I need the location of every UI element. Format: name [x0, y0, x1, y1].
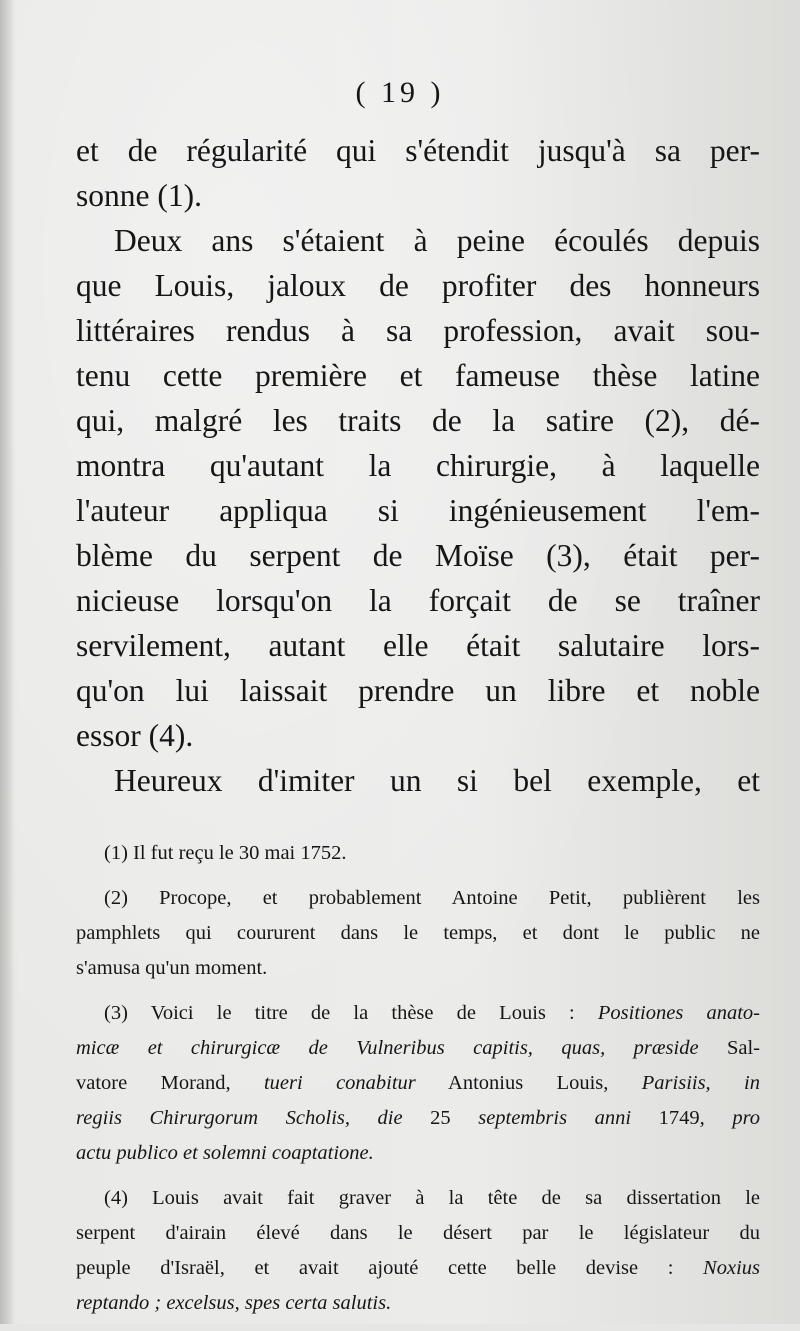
latin-motto: reptando ; excelsus, spes certa salutis. [76, 1292, 392, 1314]
footnote-line: (2) Procope, et probablement Antoine Petit, publièrent les [104, 887, 760, 909]
latin-title: Positiones anato- [597, 1002, 761, 1024]
text-line: tenu cette première et fameuse thèse latine [76, 358, 760, 393]
footnote-line [76, 996, 760, 1031]
footnote-line [76, 1066, 760, 1101]
footnote-3 [76, 996, 760, 1171]
footnote-line: (4) Louis avait fait graver à la tête de sa dissertation le [104, 1187, 760, 1209]
footnote-text: peuple d'Israël, et avait ajouté cette belle devise : [76, 1257, 704, 1279]
latin-title: septembris anni [478, 1107, 632, 1129]
footnote-line [76, 1101, 760, 1136]
text-line: sonne (1). [76, 178, 202, 213]
text-line: littéraires rendus à sa profession, avait sou- [76, 313, 760, 348]
text-line: montra qu'autant la chirurgie, à laquelle [76, 448, 760, 483]
text-line: Heureux d'imiter un si bel exemple, et [114, 763, 760, 798]
latin-motto: Noxius [703, 1257, 760, 1279]
footnote-text: 25 [402, 1107, 479, 1129]
footnote-line [76, 1286, 760, 1321]
page-gutter-shadow [0, 0, 14, 1324]
footnote-line: pamphlets qui coururent dans le temps, et dont le public ne [76, 922, 760, 944]
text-line: l'auteur appliqua si ingénieusement l'em- [76, 493, 760, 528]
footnote-line [76, 1251, 760, 1286]
footnote-text: Sal- [698, 1037, 760, 1059]
text-line: que Louis, jaloux de profiter des honneurs [76, 268, 760, 303]
footnote-text: 1749, [631, 1107, 733, 1129]
footnote-4 [76, 1181, 760, 1321]
footnote-2 [76, 881, 760, 986]
footnote-line [76, 1136, 760, 1171]
latin-title: pro [732, 1107, 761, 1129]
text-line: nicieuse lorsqu'on la forçait de se traîner [76, 583, 760, 618]
latin-title: regiis Chirurgorum Scholis, die [76, 1107, 403, 1129]
text-line: qu'on lui laissait prendre un libre et noble [76, 673, 760, 708]
body-text [76, 128, 760, 803]
text-line: et de régularité qui s'étendit jusqu'à sa per- [76, 133, 760, 168]
text-line: blème du serpent de Moïse (3), était per- [76, 538, 760, 573]
latin-title: micæ et chirurgicæ de Vulneribus capitis, quas, præside [76, 1037, 699, 1059]
footnote-line: s'amusa qu'un moment. [76, 957, 268, 979]
footnote-line [76, 1031, 760, 1066]
footnote-line: (1) Il fut reçu le 30 mai 1752. [104, 842, 347, 864]
text-line: Deux ans s'étaient à peine écoulés depuis [114, 223, 760, 258]
latin-title: Parisiis, in [641, 1072, 760, 1094]
text-line: essor (4). [76, 718, 194, 753]
footnotes [76, 836, 760, 1331]
footnote-text: (3) Voici le titre de la thèse de Louis : [104, 1002, 598, 1024]
footnote-1 [76, 836, 760, 871]
text-line: servilement, autant elle était salutaire lors- [76, 628, 760, 663]
footnote-text: Antonius Louis, [415, 1072, 642, 1094]
text-line: qui, malgré les traits de la satire (2), dé- [76, 403, 760, 438]
footnote-text: vatore Morand, [76, 1072, 264, 1094]
latin-title: tueri conabitur [263, 1072, 416, 1094]
page-number: ( 19 ) [355, 76, 445, 109]
latin-title: actu publico et solemni coaptatione. [76, 1142, 374, 1164]
footnote-line: serpent d'airain élevé dans le désert par le législateur du [76, 1222, 760, 1244]
